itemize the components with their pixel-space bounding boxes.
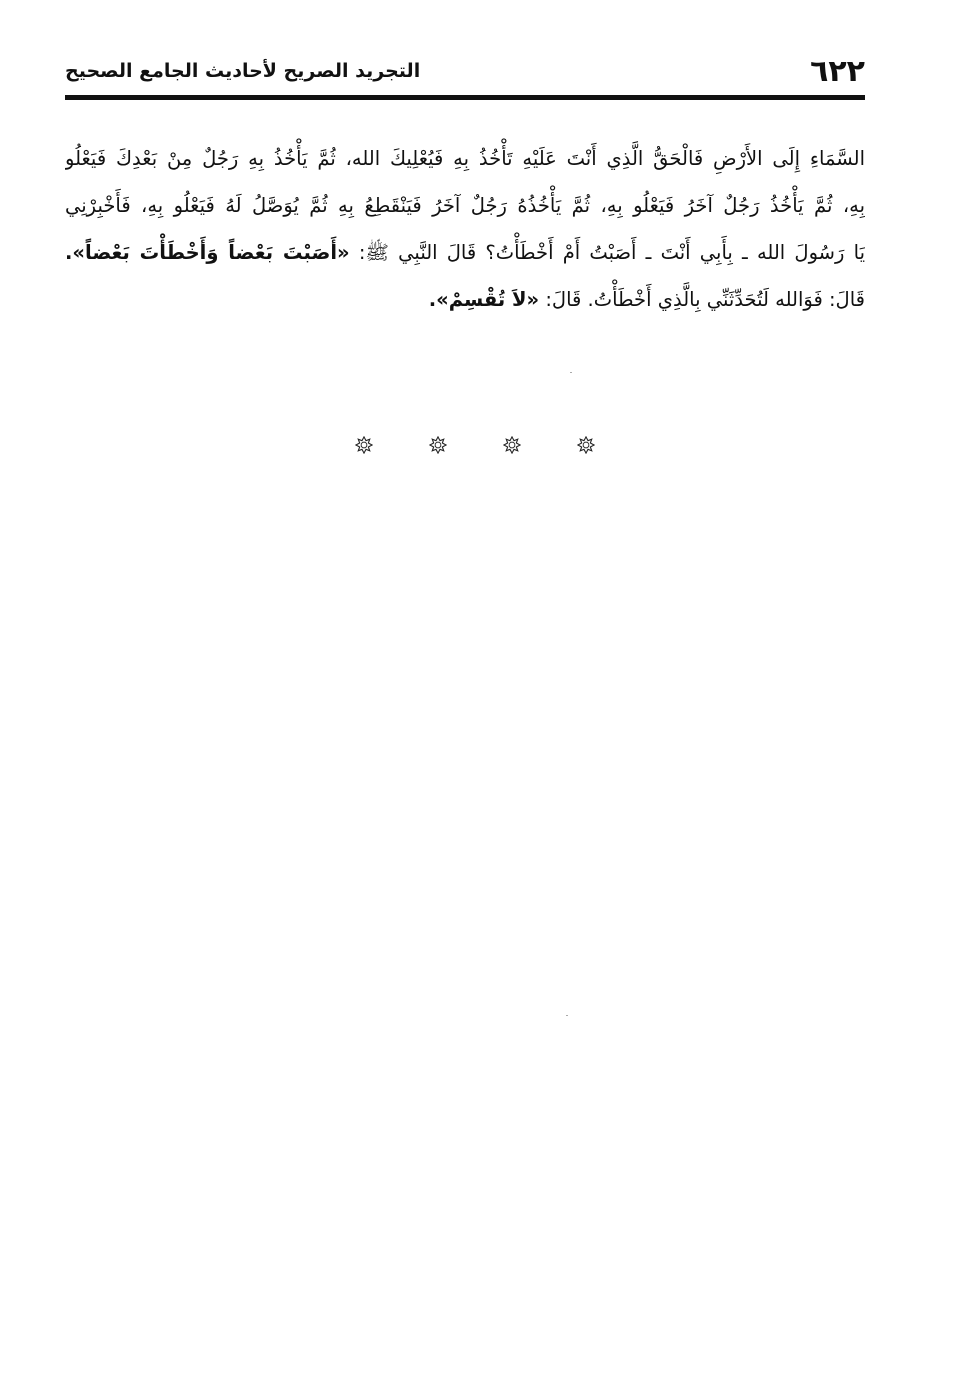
header-rule bbox=[65, 95, 865, 100]
section-end-ornaments bbox=[355, 430, 595, 460]
text-line-4-narration: قَالَ: فَوَالله لَتُحَدِّثَنِّي بِالَّذِي أَخْطَأْتُ. قَالَ: bbox=[539, 288, 865, 311]
ornament-icon bbox=[577, 436, 595, 454]
text-line-3 bbox=[65, 229, 865, 276]
prophet-quote-2: «لاَ تُقْسِمْ». bbox=[428, 288, 540, 311]
text-line-4 bbox=[65, 276, 865, 323]
scan-speck bbox=[566, 1015, 568, 1016]
ornament-icon bbox=[429, 436, 447, 454]
page-header bbox=[65, 52, 865, 92]
running-title: التجريد الصريح لأحاديث الجامع الصحيح bbox=[65, 60, 421, 82]
scan-speck bbox=[570, 372, 572, 373]
hadith-text bbox=[65, 135, 865, 323]
prophet-quote-1: «أَصَبْتَ بَعْضاً وَأَخْطَأْتَ بَعْضاً». bbox=[65, 241, 350, 264]
text-line-1: السَّمَاءِ إِلَى الأَرْضِ فَالْحَقُّ الَّذِي أَنْتَ عَلَيْهِ تَأْخُذُ بِهِ فَيُعْلِيكَ الله، ثُمَّ يَأْخُذُ بِهِ رَجُلٌ مِنْ بَعْدِكَ فَيَعْلُو bbox=[65, 147, 865, 170]
text-line-3-narration: يَا رَسُولَ الله ـ بِأَبِي أَنْتَ ـ أَصَبْتُ أَمْ أَخْطَأْتُ؟ قَالَ النَّبِي ﷺ: bbox=[349, 241, 865, 264]
ornament-icon bbox=[503, 436, 521, 454]
text-line-2: بِهِ، ثُمَّ يَأْخُذُ رَجُلٌ آخَرُ فَيَعْلُو بِهِ، ثُمَّ يَأْخُذُهُ رَجُلٌ آخَرُ فَيَنْقَطِعُ بِهِ ثُمَّ يُوَصَّلُ لَهُ فَيَعْلُو بِهِ، فَأَخْبِرْنِي bbox=[65, 194, 865, 217]
ornament-icon bbox=[355, 436, 373, 454]
page-number: ٦٢٢ bbox=[810, 54, 865, 89]
